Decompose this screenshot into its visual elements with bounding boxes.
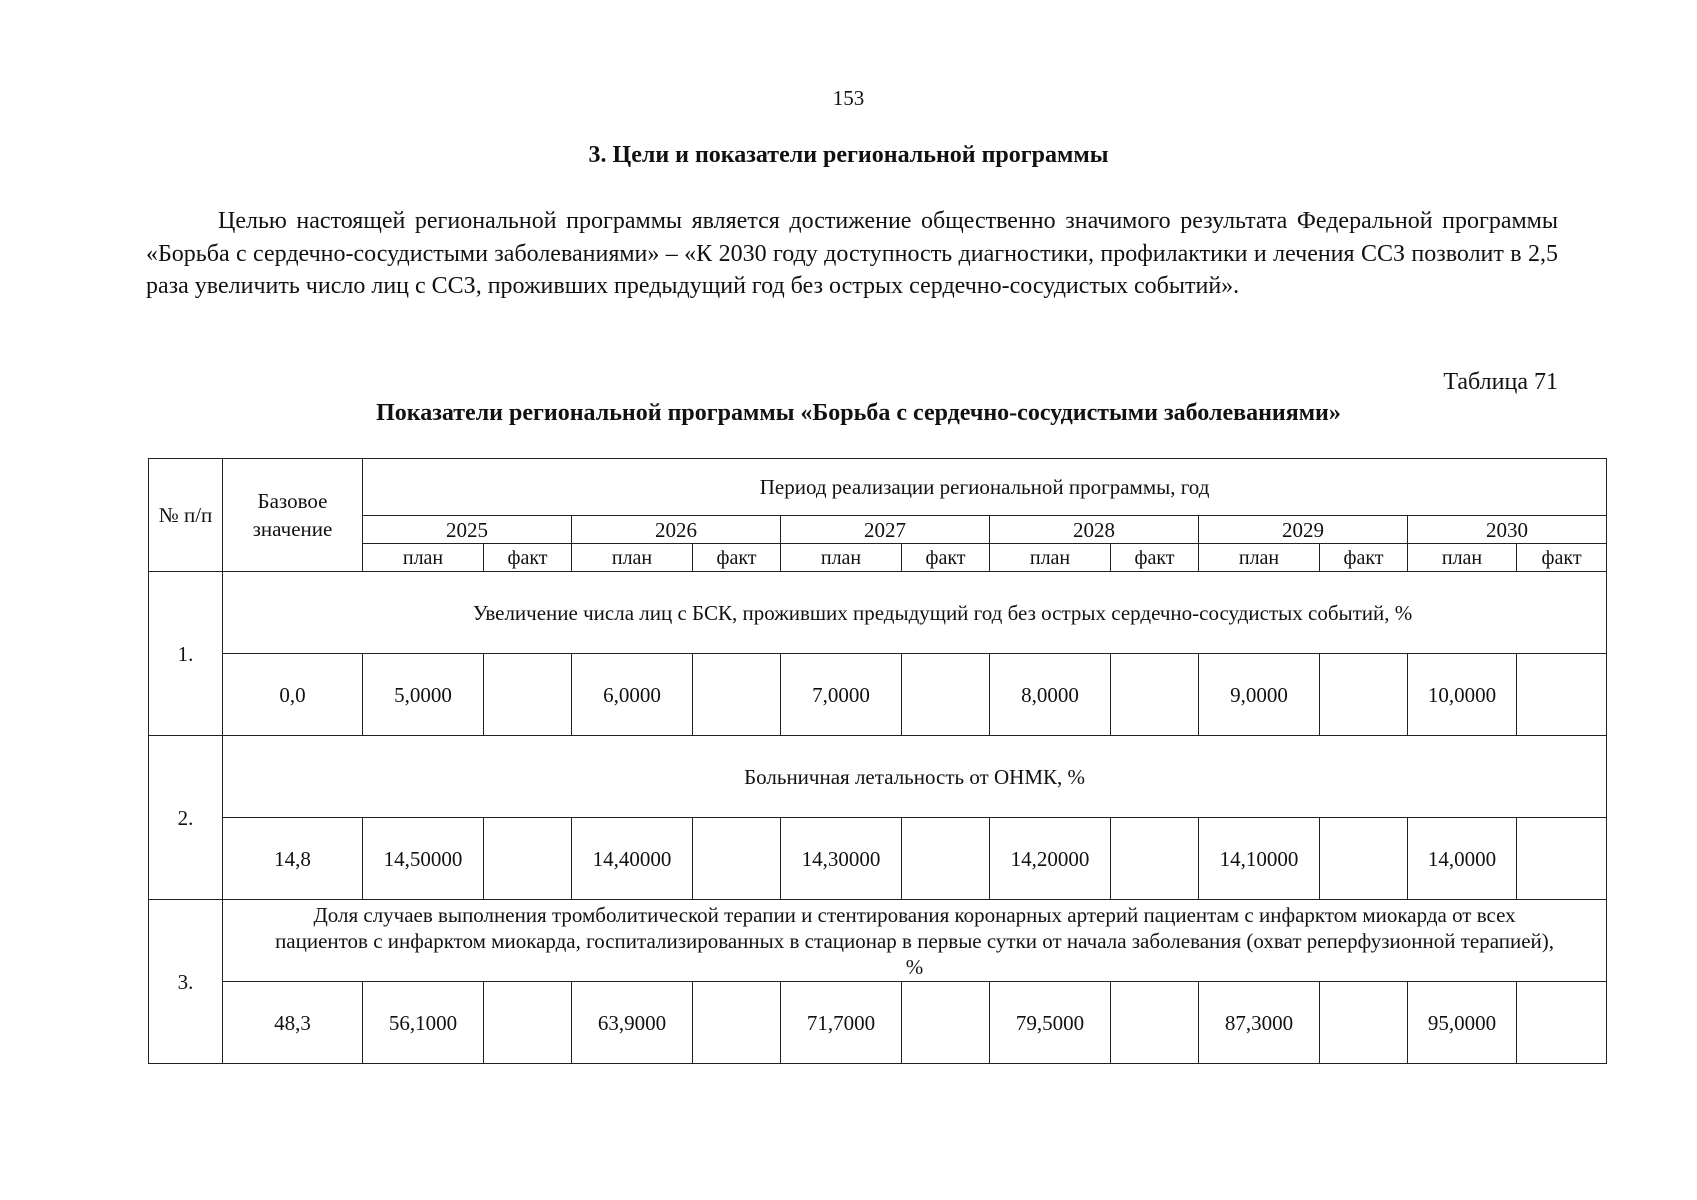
header-plan: план xyxy=(363,544,484,572)
plan-value: 14,30000 xyxy=(781,818,902,900)
header-base-value: Базовое значение xyxy=(223,459,363,572)
fact-value xyxy=(902,654,990,736)
header-year: 2028 xyxy=(990,516,1199,544)
indicator-name-text: Доля случаев выполнения тромболитической терапии и стентирования коронарных артерий пациентам с инфарктом миокарда от всех пациентов с инфарктом миокарда, госпитализированных в стационар в первые сутки от начала заболевания (охват реперфузионной терапией), % xyxy=(275,902,1555,979)
header-fact: факт xyxy=(1517,544,1607,572)
plan-value: 95,0000 xyxy=(1408,982,1517,1064)
fact-value xyxy=(1320,818,1408,900)
base-value: 48,3 xyxy=(223,982,363,1064)
header-row-period xyxy=(149,459,1607,516)
indicator-values-row xyxy=(149,818,1607,900)
plan-value: 63,9000 xyxy=(572,982,693,1064)
header-fact: факт xyxy=(693,544,781,572)
header-plan: план xyxy=(990,544,1111,572)
header-period: Период реализации региональной программы, год xyxy=(363,459,1607,516)
header-fact: факт xyxy=(1111,544,1199,572)
fact-value xyxy=(1517,654,1607,736)
header-plan: план xyxy=(1408,544,1517,572)
fact-value xyxy=(484,982,572,1064)
indicator-name xyxy=(223,900,1607,982)
fact-value xyxy=(1320,982,1408,1064)
header-num: № п/п xyxy=(149,459,223,572)
table-title: Показатели региональной программы «Борьба с сердечно-сосудистыми заболеваниями» xyxy=(376,400,1341,426)
plan-value: 9,0000 xyxy=(1199,654,1320,736)
fact-value xyxy=(1111,818,1199,900)
plan-value: 7,0000 xyxy=(781,654,902,736)
header-year: 2030 xyxy=(1408,516,1607,544)
fact-value xyxy=(693,654,781,736)
plan-value: 71,7000 xyxy=(781,982,902,1064)
table-number: Таблица 71 xyxy=(1443,369,1558,395)
header-fact: факт xyxy=(1320,544,1408,572)
indicator-name-row xyxy=(149,900,1607,982)
plan-value: 14,0000 xyxy=(1408,818,1517,900)
fact-value xyxy=(1111,654,1199,736)
header-year: 2027 xyxy=(781,516,990,544)
fact-value xyxy=(1517,982,1607,1064)
indicator-name xyxy=(223,736,1607,818)
indicator-number: 3. xyxy=(149,900,223,1064)
header-year: 2029 xyxy=(1199,516,1408,544)
indicator-name-text: Увеличение числа лиц с БСК, проживших предыдущий год без острых сердечно-сосудистых событий, % xyxy=(472,600,1413,625)
intro-paragraph: Целью настоящей региональной программы является достижение общественно значимого результата Федеральной программы «Борьба с сердечно-сосудистыми заболеваниями» – «К 2030 году доступность диагностики, профилактики и лечения ССЗ позволит в 2,5 раза увеличить число лиц с ССЗ, проживших предыдущий год без острых сердечно-сосудистых событий». xyxy=(146,208,1558,299)
plan-value: 6,0000 xyxy=(572,654,693,736)
fact-value xyxy=(902,982,990,1064)
fact-value xyxy=(1517,818,1607,900)
header-row-plan-fact xyxy=(149,544,1607,572)
header-fact: факт xyxy=(484,544,572,572)
header-plan: план xyxy=(781,544,902,572)
plan-value: 10,0000 xyxy=(1408,654,1517,736)
fact-value xyxy=(484,654,572,736)
indicator-values-row xyxy=(149,654,1607,736)
indicator-number: 2. xyxy=(149,736,223,900)
header-plan: план xyxy=(1199,544,1320,572)
plan-value: 8,0000 xyxy=(990,654,1111,736)
indicators-table xyxy=(148,458,1607,1064)
header-year: 2025 xyxy=(363,516,572,544)
indicator-name xyxy=(223,572,1607,654)
fact-value xyxy=(1320,654,1408,736)
fact-value xyxy=(693,818,781,900)
header-fact: факт xyxy=(902,544,990,572)
indicator-number: 1. xyxy=(149,572,223,736)
header-plan: план xyxy=(572,544,693,572)
header-row-years xyxy=(149,516,1607,544)
base-value: 0,0 xyxy=(223,654,363,736)
section-title: 3. Цели и показатели региональной программы xyxy=(588,142,1109,168)
plan-value: 79,5000 xyxy=(990,982,1111,1064)
page-number: 153 xyxy=(832,86,865,110)
base-value: 14,8 xyxy=(223,818,363,900)
plan-value: 5,0000 xyxy=(363,654,484,736)
indicator-name-row xyxy=(149,736,1607,818)
indicator-values-row xyxy=(149,982,1607,1064)
fact-value xyxy=(902,818,990,900)
plan-value: 14,40000 xyxy=(572,818,693,900)
plan-value: 14,10000 xyxy=(1199,818,1320,900)
plan-value: 56,1000 xyxy=(363,982,484,1064)
indicator-name-row xyxy=(149,572,1607,654)
plan-value: 14,20000 xyxy=(990,818,1111,900)
fact-value xyxy=(484,818,572,900)
header-year: 2026 xyxy=(572,516,781,544)
indicator-name-text: Больничная летальность от ОНМК, % xyxy=(744,764,1085,789)
plan-value: 87,3000 xyxy=(1199,982,1320,1064)
fact-value xyxy=(1111,982,1199,1064)
fact-value xyxy=(693,982,781,1064)
plan-value: 14,50000 xyxy=(363,818,484,900)
